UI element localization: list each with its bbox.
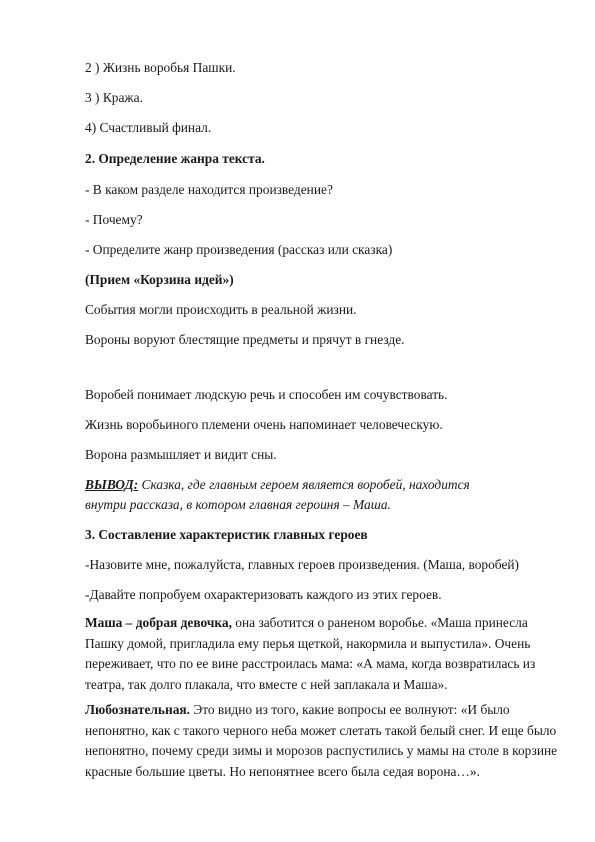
- curious-paragraph: [85, 700, 565, 782]
- plan-item-2: 2 ) Жизнь воробья Пашки.: [85, 60, 236, 75]
- conclusion-line-1: [85, 477, 470, 493]
- section-3-heading: 3. Составление характеристик главных героев: [85, 527, 368, 542]
- plan-item-4: 4) Счастливый финал.: [85, 120, 212, 135]
- curious-description: Это видно из того, какие вопросы ее волнуют: «И было непонятно, как с такого черного неба может слетать такой белый снег. И еще было непонятно, почему среди зимы и морозов распустились у мамы на столе в корзине красные большие цветы. Но непонятнее всего была седая ворона…».: [85, 702, 558, 779]
- masha-kind-girl: Маша – добрая девочка,: [85, 615, 232, 630]
- conclusion-line-2: внутри рассказа, в котором главная героиня – Маша.: [85, 497, 391, 512]
- question-why: - Почему?: [85, 212, 143, 227]
- masha-description: она заботится о раненом воробье. «Маша принесла Пашку домой, пригладила ему перья щеткой, накормила и выпустила». Очень переживает, что по ее вине расстроилась мама: «А мама, когда возвратилась из театра, так долго плакала, что вместе с ней заплакала и Маша».: [85, 615, 536, 692]
- conclusion-label: ВЫВОД:: [85, 477, 139, 492]
- plan-item-3: 3 ) Кража.: [85, 90, 143, 105]
- masha-curious: Любознательная.: [85, 702, 190, 717]
- question-main-heroes: -Назовите мне, пожалуйста, главных героев произведения. (Маша, воробей): [85, 557, 520, 572]
- question-characterize: -Давайте попробуем охарактеризовать каждого из этих героев.: [85, 587, 442, 602]
- conclusion-text-1: Сказка, где главным героем является воробей, находится: [138, 477, 470, 492]
- fact-sparrow-understands: Воробей понимает людскую речь и способен им сочувствовать.: [85, 387, 448, 402]
- masha-paragraph: [85, 613, 565, 695]
- fact-crow-dreams: Ворона размышляет и видит сны.: [85, 447, 277, 462]
- question-genre: - Определите жанр произведения (рассказ или сказка): [85, 242, 393, 257]
- method-ideas-basket: (Прием «Корзина идей»): [85, 272, 234, 287]
- fact-crows-steal: Вороны воруют блестящие предметы и прячут в гнезде.: [85, 332, 405, 347]
- fact-real-life: События могли происходить в реальной жизни.: [85, 302, 357, 317]
- question-section-location: - В каком разделе находится произведение?: [85, 182, 333, 197]
- section-2-heading: 2. Определение жанра текста.: [85, 151, 265, 166]
- fact-sparrow-tribe: Жизнь воробьиного племени очень напоминает человеческую.: [85, 417, 443, 432]
